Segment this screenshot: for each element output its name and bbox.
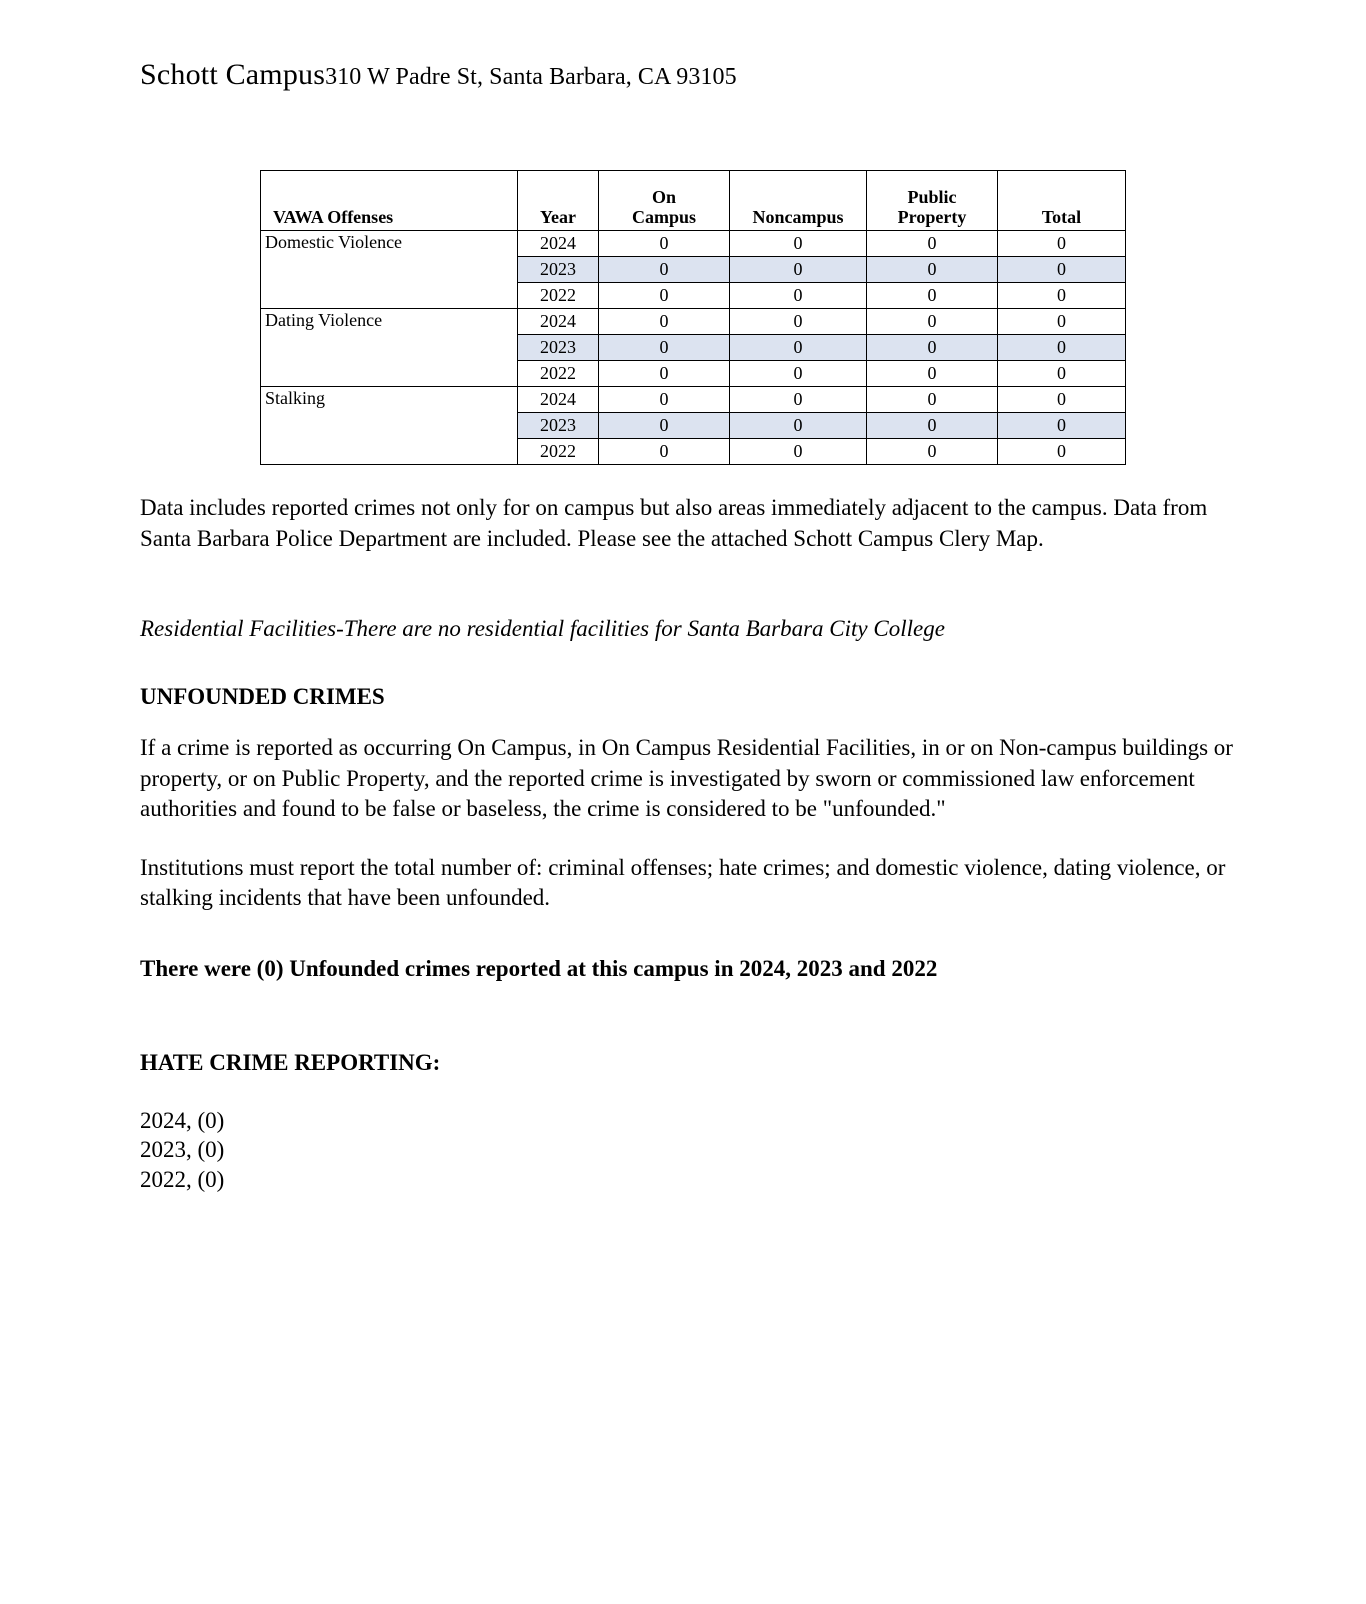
cell-offense xyxy=(261,439,518,465)
cell-noncampus: 0 xyxy=(730,413,867,439)
hate-crime-year-item: 2024, (0) xyxy=(140,1108,225,1134)
table-row xyxy=(261,283,1126,309)
cell-on-campus: 0 xyxy=(599,231,730,257)
column-header-public-property xyxy=(867,171,998,231)
cell-year: 2024 xyxy=(518,231,599,257)
cell-noncampus: 0 xyxy=(730,335,867,361)
cell-year: 2023 xyxy=(518,257,599,283)
column-header-on-campus xyxy=(599,171,730,231)
column-header-on-campus-line1: On xyxy=(651,186,676,207)
table-row xyxy=(261,309,1126,335)
cell-total: 0 xyxy=(998,335,1126,361)
cell-year: 2023 xyxy=(518,335,599,361)
cell-on-campus: 0 xyxy=(599,361,730,387)
column-header-vawa-offenses: VAWA Offenses xyxy=(261,171,518,231)
cell-public-property: 0 xyxy=(867,283,998,309)
hate-crime-year-list xyxy=(140,1106,1246,1194)
cell-on-campus: 0 xyxy=(599,309,730,335)
vawa-table-container xyxy=(140,170,1246,465)
cell-total: 0 xyxy=(998,309,1126,335)
hate-crime-reporting-heading: HATE CRIME REPORTING: xyxy=(140,1050,441,1076)
cell-public-property: 0 xyxy=(867,387,998,413)
vawa-offenses-table xyxy=(260,170,1126,465)
table-row xyxy=(261,439,1126,465)
cell-public-property: 0 xyxy=(867,335,998,361)
hate-crime-year-item: 2022, (0) xyxy=(140,1166,225,1192)
cell-year: 2022 xyxy=(518,439,599,465)
cell-noncampus: 0 xyxy=(730,387,867,413)
cell-public-property: 0 xyxy=(867,361,998,387)
column-header-on-campus-line2: Campus xyxy=(631,207,697,228)
cell-on-campus: 0 xyxy=(599,257,730,283)
unfounded-crimes-paragraph-2: Institutions must report the total number of: criminal offenses; hate crimes; and domestic violence, dating violence, or stalking incidents that have been unfounded. xyxy=(140,854,1226,911)
table-header-row xyxy=(261,171,1126,231)
table-row xyxy=(261,413,1126,439)
cell-noncampus: 0 xyxy=(730,309,867,335)
cell-offense xyxy=(261,257,518,283)
cell-on-campus: 0 xyxy=(599,439,730,465)
cell-public-property: 0 xyxy=(867,439,998,465)
cell-year: 2024 xyxy=(518,387,599,413)
cell-noncampus: 0 xyxy=(730,361,867,387)
unfounded-crimes-paragraph-1: If a crime is reported as occurring On Campus, in On Campus Residential Facilities, in or on Non-campus buildings or property, or on Public Property, and the reported crime is investigated by sworn or commissioned law enforcement authorities and found to be false or baseless, the crime is considered to be "unfounded." xyxy=(140,735,1233,822)
page-title xyxy=(140,58,1246,92)
cell-year: 2022 xyxy=(518,361,599,387)
table-header xyxy=(261,171,1126,231)
cell-year: 2023 xyxy=(518,413,599,439)
column-header-public-line1: Public xyxy=(907,186,957,207)
data-inclusion-note: Data includes reported crimes not only for on campus but also areas immediately adjacent to the campus. Data from Santa Barbara Police Department are included. Please see the attached Schott Campus Clery Map. xyxy=(140,495,1208,551)
cell-public-property: 0 xyxy=(867,257,998,283)
column-header-public-line2: Property xyxy=(897,207,967,228)
cell-public-property: 0 xyxy=(867,231,998,257)
cell-offense xyxy=(261,335,518,361)
cell-total: 0 xyxy=(998,387,1126,413)
cell-public-property: 0 xyxy=(867,309,998,335)
cell-offense: Dating Violence xyxy=(261,309,518,335)
cell-noncampus: 0 xyxy=(730,257,867,283)
hate-crime-year-item: 2023, (0) xyxy=(140,1137,225,1163)
cell-offense xyxy=(261,413,518,439)
cell-on-campus: 0 xyxy=(599,283,730,309)
cell-year: 2024 xyxy=(518,309,599,335)
cell-total: 0 xyxy=(998,257,1126,283)
table-row xyxy=(261,257,1126,283)
campus-name: Schott Campus xyxy=(140,58,326,91)
cell-noncampus: 0 xyxy=(730,231,867,257)
cell-on-campus: 0 xyxy=(599,413,730,439)
table-row xyxy=(261,231,1126,257)
cell-total: 0 xyxy=(998,361,1126,387)
cell-total: 0 xyxy=(998,283,1126,309)
unfounded-crimes-heading: UNFOUNDED CRIMES xyxy=(140,684,385,710)
unfounded-crimes-total-line: There were (0) Unfounded crimes reported at this campus in 2024, 2023 and 2022 xyxy=(140,956,938,982)
cell-noncampus: 0 xyxy=(730,283,867,309)
table-body xyxy=(261,231,1126,465)
cell-offense xyxy=(261,361,518,387)
cell-total: 0 xyxy=(998,439,1126,465)
column-header-noncampus: Noncampus xyxy=(730,171,867,231)
cell-noncampus: 0 xyxy=(730,439,867,465)
cell-public-property: 0 xyxy=(867,413,998,439)
cell-total: 0 xyxy=(998,231,1126,257)
cell-on-campus: 0 xyxy=(599,387,730,413)
column-header-year: Year xyxy=(518,171,599,231)
residential-facilities-note: Residential Facilities-There are no residential facilities for Santa Barbara City College xyxy=(140,616,945,642)
column-header-total: Total xyxy=(998,171,1126,231)
table-row xyxy=(261,387,1126,413)
table-row xyxy=(261,335,1126,361)
cell-total: 0 xyxy=(998,413,1126,439)
campus-address: 310 W Padre St, Santa Barbara, CA 93105 xyxy=(325,64,737,90)
cell-offense: Stalking xyxy=(261,387,518,413)
cell-year: 2022 xyxy=(518,283,599,309)
cell-offense: Domestic Violence xyxy=(261,231,518,257)
cell-on-campus: 0 xyxy=(599,335,730,361)
table-row xyxy=(261,361,1126,387)
cell-offense xyxy=(261,283,518,309)
